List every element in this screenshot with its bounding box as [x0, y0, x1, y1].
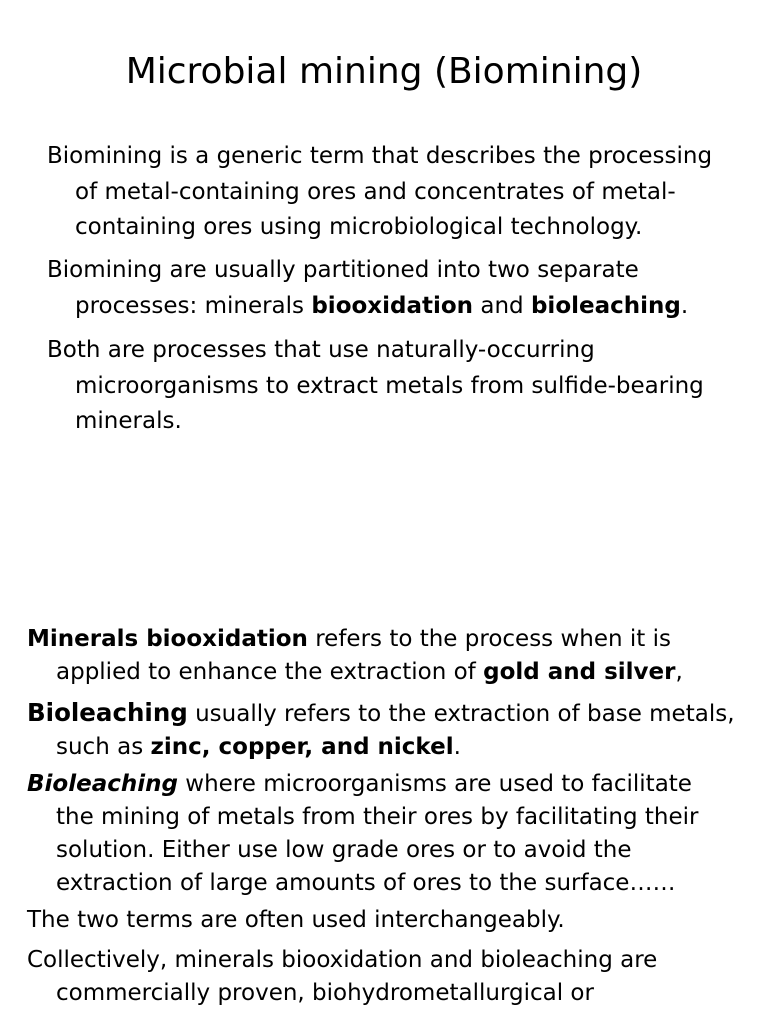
paragraph-bioleaching — [27, 696, 735, 764]
paragraph-biomining-partition — [47, 253, 688, 324]
text-line — [27, 696, 735, 731]
text-line: The two terms are often used interchangeably. — [27, 907, 565, 933]
paragraph-processes — [47, 333, 704, 440]
paragraph-bioleaching-description — [27, 768, 698, 900]
text-line: solution. Either use low grade ores or to avoid the — [56, 837, 632, 863]
text-run: such as — [56, 734, 151, 760]
text-line: commercially proven, biohydrometallurgical or — [56, 980, 594, 1006]
text-line: Collectively, minerals biooxidation and bioleaching are — [27, 947, 658, 973]
text-run: . — [680, 292, 689, 319]
text-line: Biomining are usually partitioned into two separate — [47, 257, 639, 283]
text-run: usually refers to the extraction of base metals, — [187, 701, 735, 727]
paragraph-biomining-definition — [47, 139, 712, 246]
text-line — [47, 289, 688, 325]
text-line: containing ores using microbiological technology. — [75, 214, 643, 240]
text-line: of metal-containing ores and concentrates of metal- — [75, 178, 676, 205]
text-run: refers to the process when it is — [307, 626, 671, 652]
bold-term: biooxidation — [311, 292, 474, 319]
bold-term: bioleaching — [530, 292, 681, 319]
text-line — [27, 623, 683, 656]
text-line — [27, 656, 683, 689]
page-title: Microbial mining (Biomining) — [125, 51, 643, 92]
bold-term: Bioleaching — [27, 698, 188, 727]
paragraph-minerals-biooxidation — [27, 623, 683, 689]
text-line: microorganisms to extract metals from sulfide-bearing — [75, 372, 704, 399]
bold-italic-term: Bioleaching — [27, 771, 178, 797]
text-line: Both are processes that use naturally-occurring — [47, 337, 595, 363]
text-run: where microorganisms are used to facilitate — [177, 771, 692, 797]
bold-term: zinc, copper, and nickel — [150, 734, 454, 760]
text-run: and — [473, 292, 531, 319]
text-line — [27, 768, 698, 801]
text-run: processes: minerals — [75, 292, 312, 319]
text-line: minerals. — [75, 408, 182, 434]
paragraph-interchangeable — [27, 904, 565, 937]
bold-term: gold and silver — [483, 659, 676, 685]
bold-term: Minerals biooxidation — [27, 626, 308, 652]
text-line: Biomining is a generic term that describes the processing — [47, 143, 713, 169]
text-line — [27, 731, 735, 764]
text-line: the mining of metals from their ores by facilitating their — [56, 804, 699, 830]
paragraph-collectively — [27, 944, 657, 1010]
text-run: , — [675, 659, 683, 685]
text-run: applied to enhance the extraction of — [56, 659, 484, 685]
text-line: extraction of large amounts of ores to the surface…… — [56, 870, 676, 896]
text-run: . — [453, 734, 461, 760]
